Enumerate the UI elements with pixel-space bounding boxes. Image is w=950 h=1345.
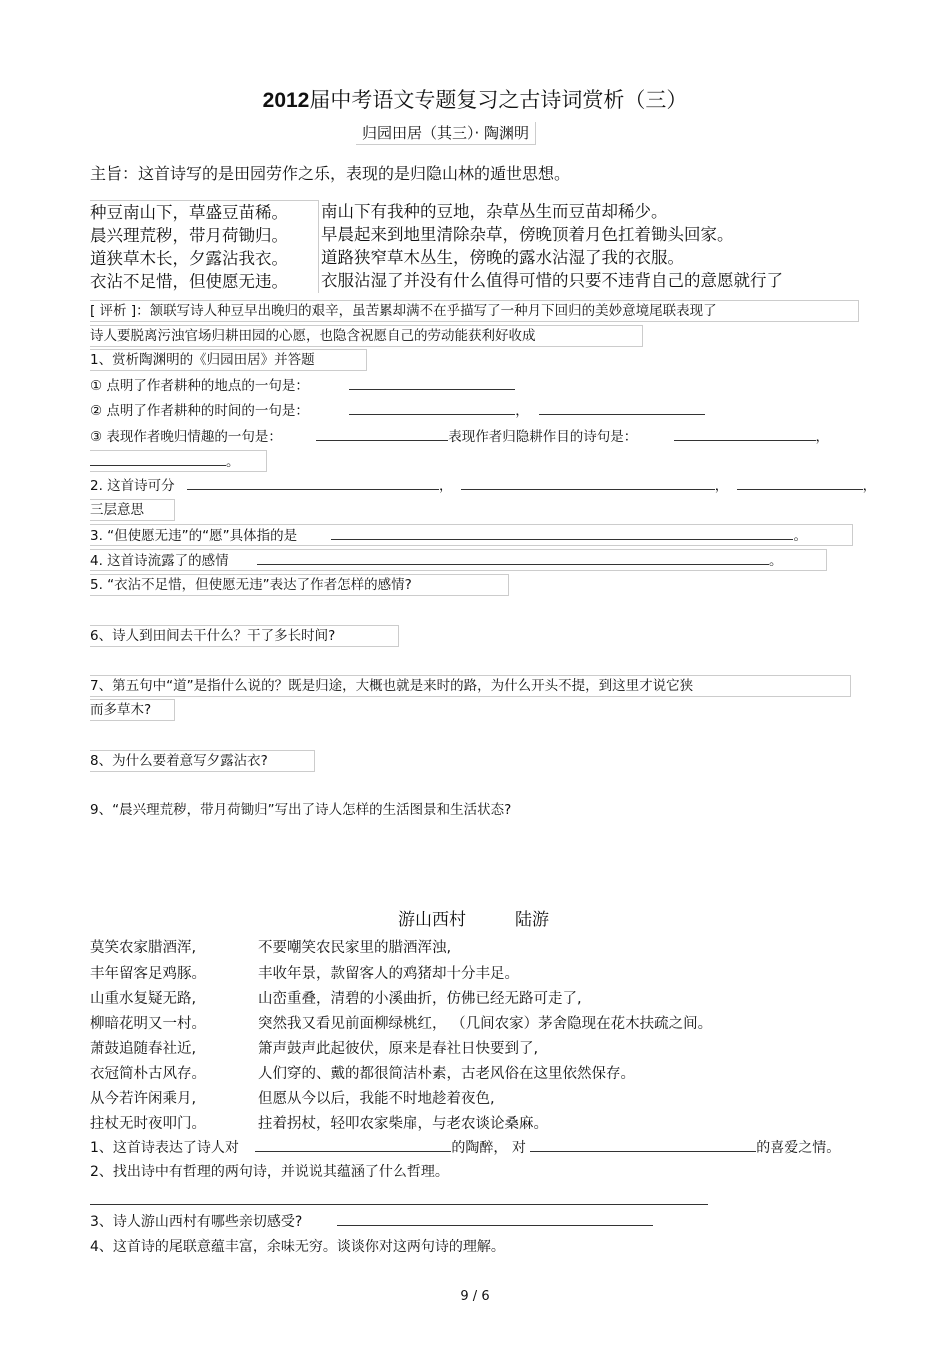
poem2-question-4: 4、这首诗的尾联意蕴丰富，余味无穷。谈谈你对这两句诗的理解。 <box>90 1239 505 1255</box>
comment-line-2: 诗人要脱离污浊官场归耕田园的心愿，也隐含祝愿自己的劳动能获利好收成 <box>90 325 643 347</box>
answer-blank[interactable] <box>737 475 863 490</box>
question-3: 3. “但使愿无违”的“愿”具体指的是 。 <box>90 524 853 546</box>
poem-line: 莫笑农家腊酒浑, <box>90 940 197 956</box>
poem2-question-1: 1、这首诗表达了诗人对 的陶醉， 对 的喜爱之情。 <box>90 1137 840 1157</box>
answer-blank[interactable] <box>257 550 769 565</box>
answer-blank[interactable] <box>337 1211 653 1226</box>
translation-line: 但愿从今以后，我能不时地趁着夜色, <box>258 1091 495 1107</box>
answer-blank[interactable] <box>255 1137 451 1152</box>
poem-line: 拄杖无时夜叩门。 <box>90 1116 206 1132</box>
translation-line: 衣服沾湿了并没有什么值得可惜的只要不违背自己的意愿就行了 <box>321 271 783 290</box>
answer-blank[interactable] <box>316 426 448 441</box>
answer-line[interactable] <box>90 1204 708 1205</box>
translation-line: 箫声鼓声此起彼伏，原来是春社日快要到了, <box>258 1041 539 1057</box>
answer-blank[interactable] <box>530 1137 756 1152</box>
poem1-translation-column <box>321 200 783 292</box>
poem-line: 萧鼓追随春社近, <box>90 1041 197 1057</box>
question-1c: ③ 表现作者晚归情趣的一句是： 表现作者归隐耕作目的诗句是： ， <box>90 426 829 446</box>
answer-blank[interactable] <box>187 475 439 490</box>
answer-blank[interactable] <box>331 525 793 540</box>
translation-line: 道路狭窄草木丛生，傍晚的露水沾湿了我的衣服。 <box>321 248 684 267</box>
poem-line: 柳暗花明又一村。 <box>90 1016 206 1032</box>
answer-blank[interactable] <box>90 451 226 466</box>
translation-line: 早晨起来到地里清除杂草，傍晚顶着月色扛着锄头回家。 <box>321 225 734 244</box>
translation-line: 丰收年景，款留客人的鸡猪却十分丰足。 <box>258 966 519 982</box>
answer-blank[interactable] <box>349 375 515 390</box>
poem2-title: 游山西村 <box>398 910 466 930</box>
question-9: 9、“晨兴理荒秽，带月荷锄归”写出了诗人怎样的生活图景和生活状态? <box>90 802 512 818</box>
translation-line: 人们穿的、戴的都很简洁朴素，古老风俗在这里依然保存。 <box>258 1066 635 1082</box>
poem2-question-2: 2、找出诗中有哲理的两句诗，并说说其蕴涵了什么哲理。 <box>90 1164 449 1180</box>
poem-line: 衣冠简朴古风存。 <box>90 1066 206 1082</box>
poem-line: 丰年留客足鸡豚。 <box>90 966 206 982</box>
question-7: 7、第五句中“道”是指什么说的？既是归途，大概也就是来时的路，为什么开头不提，到这里才说它狭 <box>90 675 851 697</box>
question-8: 8、为什么要着意写夕露沾衣? <box>90 750 315 772</box>
poem1-original-column <box>90 200 319 293</box>
question-5: 5. “衣沾不足惜，但使愿无违”表达了作者怎样的感情? <box>90 574 509 596</box>
translation-line: 突然我又看见前面柳绿桃红， （几间农家）茅舍隐现在花木扶疏之间。 <box>258 1016 713 1032</box>
answer-blank[interactable] <box>674 426 816 441</box>
translation-line: 南山下有我种的豆地，杂草丛生而豆苗却稀少。 <box>321 202 668 221</box>
translation-line: 山峦重叠，清碧的小溪曲折，仿佛已经无路可走了, <box>258 991 582 1007</box>
comment-line-1: [ 评析 ]：颔联写诗人种豆早出晚归的艰辛，虽苦累却满不在乎描写了一种月下回归的美妙意境尾联表现了 <box>90 300 859 322</box>
poem2-author: 陆游 <box>515 910 549 930</box>
answer-blank[interactable] <box>539 400 705 415</box>
poem2-question-3: 3、诗人游山西村有哪些亲切感受? <box>90 1211 653 1231</box>
question-7-cont: 而多草木? <box>90 699 175 721</box>
page-number: 9 / 6 <box>460 1289 490 1304</box>
question-1c-cont: 。 <box>90 450 267 472</box>
question-1a: ① 点明了作者耕种的地点的一句是： <box>90 375 515 395</box>
poem-line: 种豆南山下，草盛豆苗稀。 <box>90 203 288 222</box>
page-title: 2012届中考语文专题复习之古诗词赏析（三） <box>262 88 688 112</box>
question-2: 2. 这首诗可分 ， ， ， <box>90 475 876 495</box>
question-1b: ② 点明了作者耕种的时间的一句是： ， <box>90 400 705 420</box>
answer-blank[interactable] <box>349 400 515 415</box>
answer-blank[interactable] <box>461 475 715 490</box>
question-2-cont: 三层意思 <box>90 499 175 521</box>
question-4: 4. 这首诗流露了的感情 。 <box>90 549 827 571</box>
poem-line: 山重水复疑无路, <box>90 991 197 1007</box>
poem-line: 道狭草木长，夕露沾我衣。 <box>90 249 288 268</box>
question-6: 6、诗人到田间去干什么？干了多长时间? <box>90 625 399 647</box>
poem-line: 衣沾不足惜，但使愿无违。 <box>90 272 288 291</box>
poem-line: 从今若许闲乘月, <box>90 1091 197 1107</box>
poem1-theme: 主旨：这首诗写的是田园劳作之乐，表现的是归隐山林的遁世思想。 <box>90 164 571 183</box>
translation-line: 不要嘲笑农民家里的腊酒浑浊, <box>258 940 452 956</box>
poem1-subtitle: 归园田居（其三）· 陶渊明 <box>356 122 536 145</box>
translation-line: 拄着拐杖，轻叩农家柴扉，与老农谈论桑麻。 <box>258 1116 548 1132</box>
question-1: 1、赏析陶渊明的《归园田居》并答题 <box>90 349 367 371</box>
poem-line: 晨兴理荒秽，带月荷锄归。 <box>90 226 288 245</box>
